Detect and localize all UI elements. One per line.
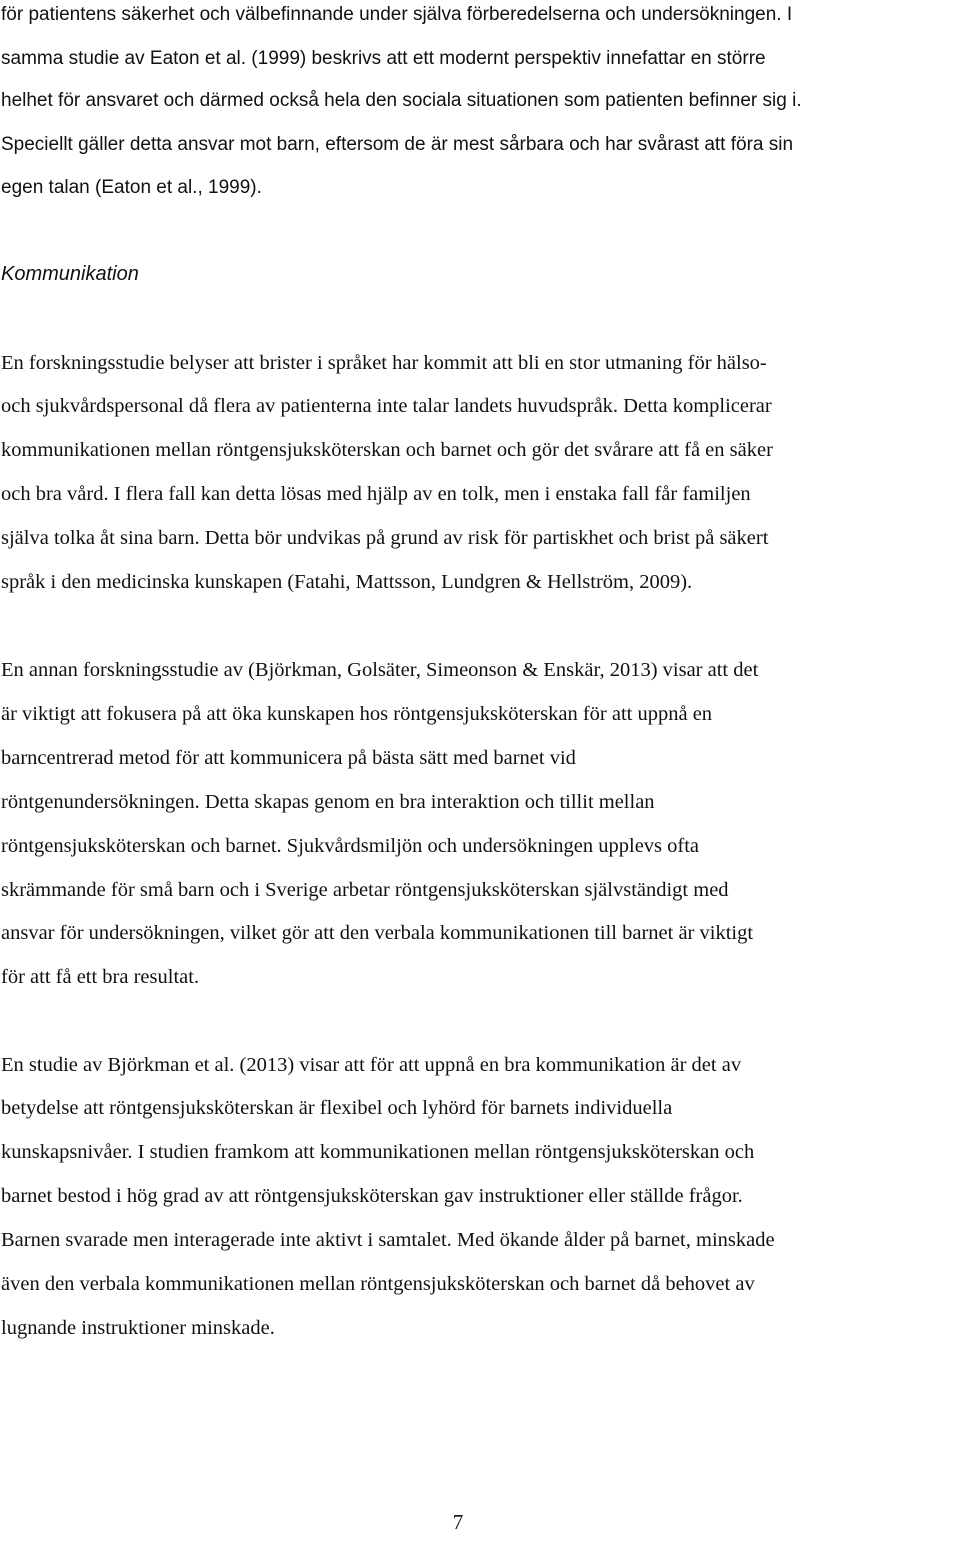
paragraph-line: egen talan (Eaton et al., 1999). bbox=[1, 177, 262, 198]
section-heading: Kommunikation bbox=[1, 263, 139, 285]
paragraph-line: ansvar för undersökningen, vilket gör att den verbala kommunikationen till barnet är viktigt bbox=[1, 922, 754, 944]
paragraph-line: En annan forskningsstudie av (Björkman, Golsäter, Simeonson & Enskär, 2013) visar att det bbox=[1, 659, 759, 681]
paragraph-line: även den verbala kommunikationen mellan röntgensjuksköterskan och barnet då behovet av bbox=[1, 1273, 755, 1295]
paragraph-line: och sjukvårdspersonal då flera av patienterna inte talar landets huvudspråk. Detta komplicerar bbox=[1, 395, 772, 417]
paragraph-line: är viktigt att fokusera på att öka kunskapen hos röntgensjuksköterskan för att uppnå en bbox=[1, 703, 713, 725]
paragraph-line: barnet bestod i hög grad av att röntgensjuksköterskan gav instruktioner eller ställde frågor. bbox=[1, 1185, 743, 1207]
paragraph-line: En studie av Björkman et al. (2013) visar att för att uppnå en bra kommunikation är det av bbox=[1, 1054, 742, 1076]
paragraph-line: kommunikationen mellan röntgensjuksköterskan och barnet och gör det svårare att få en säker bbox=[1, 439, 773, 461]
paragraph-line: Speciellt gäller detta ansvar mot barn, eftersom de är mest sårbara och har svårast att föra sin bbox=[1, 134, 794, 155]
paragraph-line: samma studie av Eaton et al. (1999) beskrivs att ett modernt perspektiv innefattar en större bbox=[1, 48, 766, 69]
paragraph-line: för att få ett bra resultat. bbox=[1, 966, 200, 988]
paragraph-line: skrämmande för små barn och i Sverige arbetar röntgensjuksköterskan självständigt med bbox=[1, 879, 729, 901]
paragraph-line: för patientens säkerhet och välbefinnande under själva förberedelserna och undersökningen. I bbox=[1, 4, 793, 25]
page-number: 7 bbox=[452, 1510, 464, 1534]
paragraph-line: röntgenundersökningen. Detta skapas genom en bra interaktion och tillit mellan bbox=[1, 791, 655, 813]
paragraph-line: barncentrerad metod för att kommunicera på bästa sätt med barnet vid bbox=[1, 747, 576, 769]
paragraph-line: En forskningsstudie belyser att brister i språket har kommit att bli en stor utmaning för hälso- bbox=[1, 352, 767, 374]
paragraph-line: själva tolka åt sina barn. Detta bör undvikas på grund av risk för partiskhet och brist på säkert bbox=[1, 527, 769, 549]
paragraph-line: helhet för ansvaret och därmed också hela den sociala situationen som patienten befinner sig i. bbox=[1, 90, 802, 111]
paragraph-line: röntgensjuksköterskan och barnet. Sjukvårdsmiljön och undersökningen upplevs ofta bbox=[1, 835, 700, 857]
paragraph-line: betydelse att röntgensjuksköterskan är flexibel och lyhörd för barnets individuella bbox=[1, 1097, 673, 1119]
paragraph-line: Barnen svarade men interagerade inte aktivt i samtalet. Med ökande ålder på barnet, minskade bbox=[1, 1229, 775, 1251]
paragraph-line: lugnande instruktioner minskade. bbox=[1, 1317, 275, 1339]
paragraph-line: och bra vård. I flera fall kan detta lösas med hjälp av en tolk, men i enstaka fall får familjen bbox=[1, 483, 751, 505]
paragraph-line: språk i den medicinska kunskapen (Fatahi, Mattsson, Lundgren & Hellström, 2009). bbox=[1, 571, 693, 593]
paragraph-line: kunskapsnivåer. I studien framkom att kommunikationen mellan röntgensjuksköterskan och bbox=[1, 1141, 755, 1163]
